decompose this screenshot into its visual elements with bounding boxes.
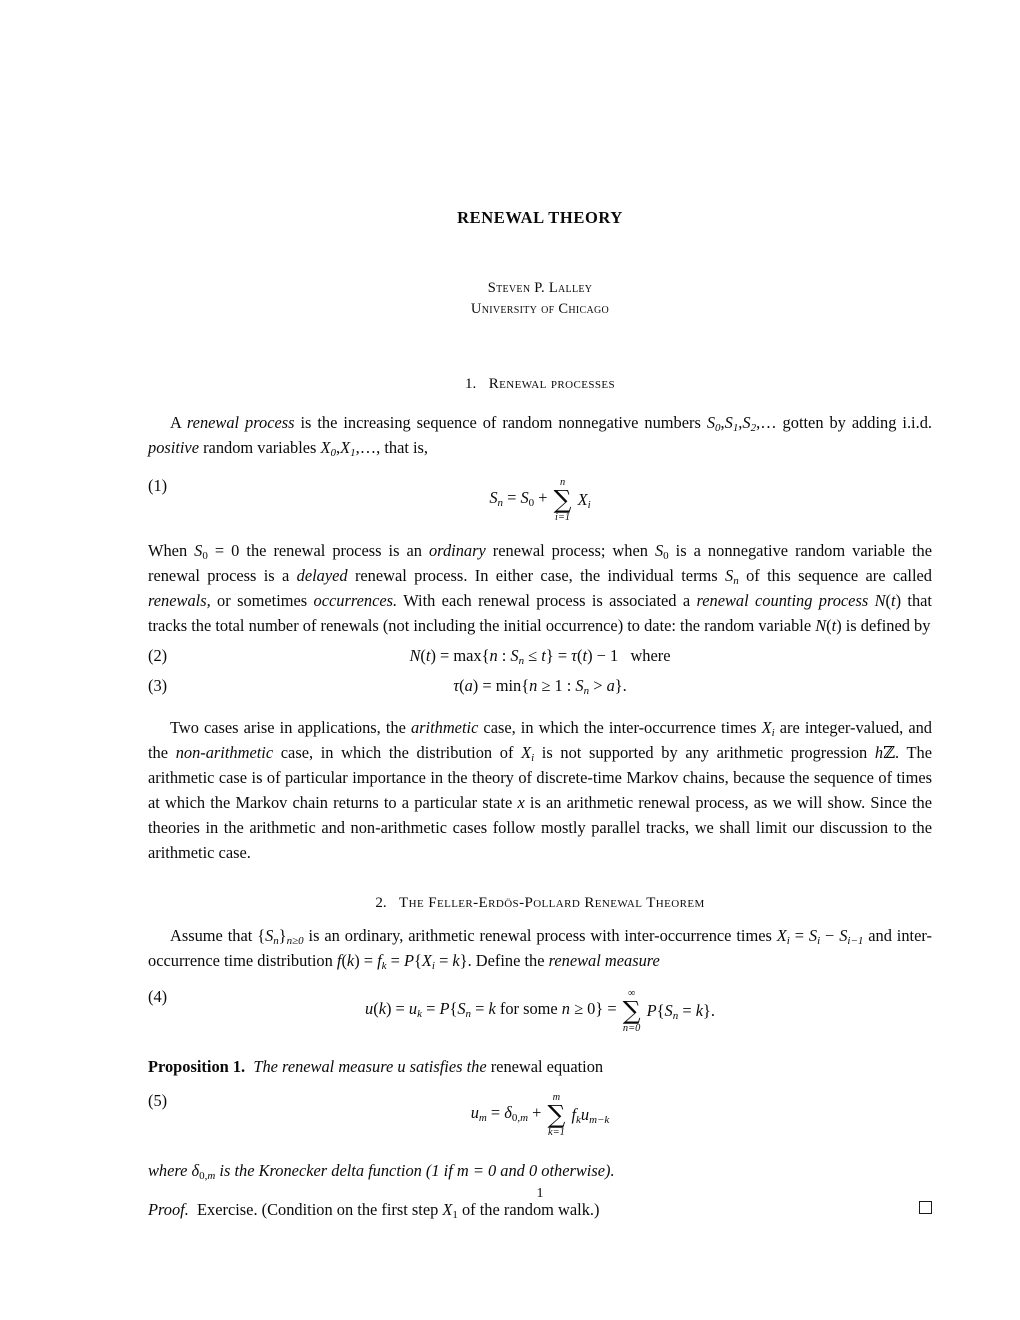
proof-text-end: of the random walk.)	[457, 1200, 600, 1219]
proof-text: Exercise. (Condition on the first step	[197, 1200, 443, 1219]
text-run: Two cases arise in applications, the	[170, 718, 411, 737]
text-run: gotten by adding i.i.d.	[776, 413, 932, 432]
kronecker-delta-note	[148, 1158, 932, 1183]
term-ordinary: ordinary	[428, 541, 486, 560]
sum-lower-limit: k=1	[548, 1127, 565, 1139]
text-run: the renewal process is an	[239, 541, 429, 560]
text-run: A	[170, 413, 187, 432]
text-run: random variables	[198, 438, 321, 457]
text-run: is an arithmetic renewal process, as we will show. Since the theories in the arithmetic and non-arithmetic cases follow mostly parallel tracks, we shall limit our discussion to the arithmetic case.	[148, 793, 932, 862]
term-renewal-process: renewal process	[186, 413, 295, 432]
math-h-Z: hℤ	[874, 743, 896, 762]
term-delayed: delayed	[296, 566, 348, 585]
summation-operator	[554, 477, 572, 524]
proposition-1	[148, 1054, 932, 1079]
sigma-icon: ∑	[622, 996, 641, 1026]
page-number: 1	[536, 1186, 544, 1201]
equation-5-body: $u_m = \delta_{0,m}$ + m ∑ k=1 $f_ku_{m-k}$	[470, 1092, 610, 1139]
paragraph-assume-renewal	[148, 923, 932, 973]
equation-number-2: (2)	[148, 646, 168, 665]
text-run: Assume that	[170, 926, 258, 945]
sum-summand: $f_ku_{m-k}$	[571, 1105, 610, 1127]
paragraph-arithmetic-cases	[148, 715, 932, 865]
sum-lower-limit: i=1	[554, 512, 571, 524]
term-renewals: renewals,	[148, 591, 211, 610]
proposition-label: Proposition 1.	[148, 1057, 246, 1076]
text-run: of this sequence are called	[738, 566, 932, 585]
proof-label: Proof.	[148, 1200, 189, 1219]
section-number-2: 2.	[375, 895, 387, 911]
text-run: is an ordinary, arithmetic renewal process with inter-occurrence times	[303, 926, 777, 945]
text-run: . Define the	[467, 951, 549, 970]
text-run: renewal process. In either case, the individual terms	[347, 566, 726, 585]
text-run: is defined by	[841, 616, 931, 635]
math-X1: $X_1$	[442, 1200, 458, 1222]
text-run: case, in which the distribution of	[273, 743, 522, 762]
text-run: When	[148, 541, 195, 560]
section-number-1: 1.	[465, 376, 477, 392]
math-f-definition: $f(k) = f_k = P\{X_i = k\}$	[336, 951, 468, 973]
page-title: RENEWAL THEORY	[457, 208, 623, 227]
term-renewal-counting-process: renewal counting process	[696, 591, 869, 610]
summation-operator	[548, 1092, 566, 1139]
paragraph-renewal-process-def	[148, 410, 932, 460]
equation-1-body: $S_n = S_0$ + n ∑ i=1 $X_i$	[489, 477, 591, 524]
author-name: Steven P. Lalley	[487, 280, 593, 296]
equation-4-body: $u(k) = u_k = P\{S_n = k$ for some n ≥ 0} = ∞ ∑ n=0 $P\{S_n = k\}$.	[365, 988, 715, 1035]
math-sequence-X: $X_0,X_1,\dots$	[320, 438, 377, 460]
equation-5	[148, 1091, 932, 1143]
sum-summand: $X_i$	[577, 490, 591, 512]
proposition-statement: The renewal measure u satisfies the	[253, 1057, 487, 1076]
equation-number-5: (5)	[148, 1091, 168, 1110]
text-run: With each renewal process is associated a	[397, 591, 697, 610]
text-run: is a nonnegative random variable the renewal process is a	[148, 541, 932, 585]
math-Sn-set: $\{S_n\}_{n\ge 0}$	[257, 926, 304, 948]
equation-2-body: N(t) = max{n : $S_n \le t\} = \tau(t) - 1$ where	[409, 646, 671, 668]
text-run: renewal process; when	[485, 541, 655, 560]
equation-3-body: τ(a) = min{n ≥ 1 : $S_n > a$}.	[453, 676, 627, 698]
text-run: that tracks the total number of renewals (not including the initial occurrence) to date: the random variable	[148, 591, 932, 635]
sigma-icon: ∑	[547, 1100, 566, 1130]
sigma-icon: ∑	[553, 485, 572, 515]
proposition-statement-rest: renewal equation	[490, 1057, 604, 1076]
summation-operator	[623, 988, 641, 1035]
equation-1	[148, 476, 932, 526]
text-run: , that is,	[376, 438, 429, 457]
math-x: x	[517, 793, 525, 812]
term-arithmetic: arithmetic	[410, 718, 479, 737]
text-run: . The arithmetic case is of particular importance in the theory of discrete-time Markov chains, because the sequence of times at which the Markov chain returns to a particular state	[148, 743, 932, 812]
section-heading-2	[148, 895, 932, 912]
text-run: and inter-occurrence time distribution	[148, 926, 932, 970]
paragraph-ordinary-delayed	[148, 538, 932, 638]
math-N-of-t-2: N(t)	[815, 616, 842, 635]
equation-4	[148, 987, 932, 1039]
term-positive: positive	[148, 438, 199, 457]
section-title-1: Renewal processes	[488, 376, 615, 392]
text-run: where	[148, 1161, 192, 1180]
term-renewal-measure: renewal measure	[548, 951, 660, 970]
math-Xi-2: $X_i$	[521, 743, 535, 765]
sum-upper-limit: ∞	[627, 988, 636, 999]
equation-2	[148, 646, 932, 674]
equation-3	[148, 676, 932, 704]
section-heading-1	[148, 376, 932, 393]
kronecker-note-text	[148, 1161, 615, 1183]
equation-number-4: (4)	[148, 987, 168, 1006]
math-N-of-t: N(t)	[874, 591, 902, 610]
equation-number-3: (3)	[148, 676, 168, 695]
equation-number-1: (1)	[148, 476, 168, 495]
term-non-arithmetic: non-arithmetic	[175, 743, 274, 762]
text-run: are integer-valued, and the	[148, 718, 932, 762]
math-Xi: $X_i$	[761, 718, 775, 740]
text-run: is the Kronecker delta function (1 if m = 0 and 0 otherwise).	[215, 1161, 615, 1180]
document-page	[148, 0, 932, 1320]
sum-upper-limit: m	[552, 1092, 561, 1103]
math-S0: $S_0$	[654, 541, 669, 563]
text-run: or sometimes	[210, 591, 314, 610]
sum-upper-limit: n	[559, 477, 566, 488]
blackboard-z-icon: ℤ	[883, 743, 896, 762]
sum-summand: $P\{S_n = k\}$.	[646, 1001, 715, 1023]
text-run: is the increasing sequence of random nonnegative numbers	[294, 413, 707, 432]
math-Sn: $S_n$	[725, 566, 739, 588]
text-run: is not supported by any arithmetic progression	[534, 743, 875, 762]
sum-lower-limit: n=0	[622, 1023, 641, 1035]
section-title-2: The Feller-Erdös-Pollard Renewal Theorem	[399, 895, 705, 911]
author-affiliation: University of Chicago	[470, 301, 610, 317]
math-delta-0m: $\delta_{0,m}$	[191, 1161, 216, 1183]
term-occurrences: occurrences.	[313, 591, 398, 610]
text-run: case, in which the inter-occurrence times	[478, 718, 762, 737]
math-sequence-S: $S_0,S_1,S_2,\dots$	[706, 413, 777, 435]
math-Xi-definition: $X_i = S_i - S_{i-1}$	[776, 926, 864, 948]
qed-box-icon	[919, 1201, 932, 1214]
math-S0-equals-0: $S_0 = 0$	[194, 541, 240, 563]
